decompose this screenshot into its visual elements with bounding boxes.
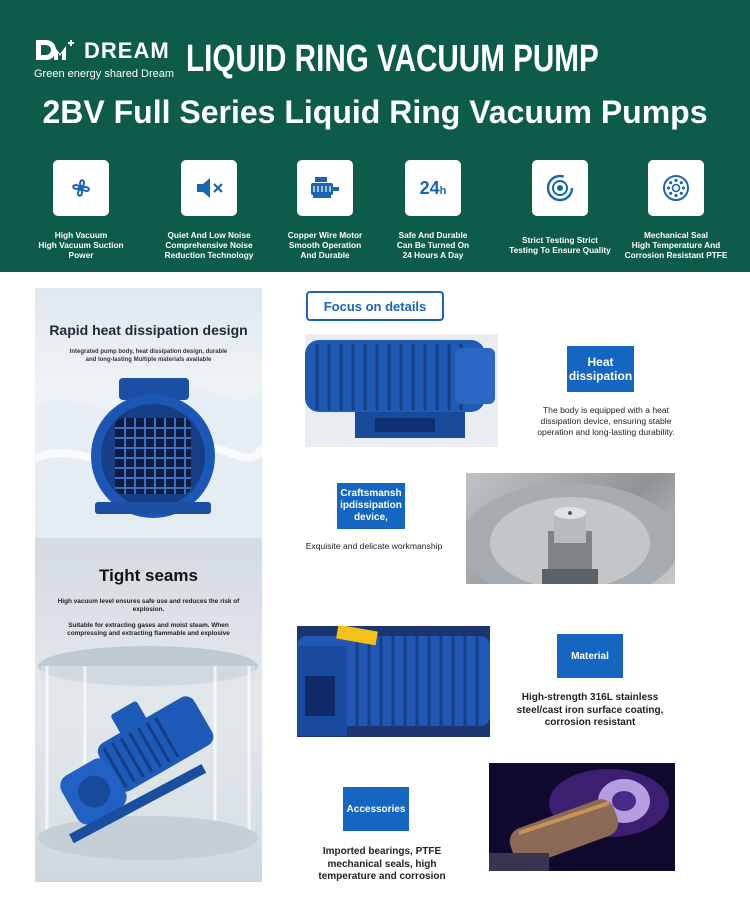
feature-line: High Temperature And (631, 240, 721, 250)
panel-desc-line: High vacuum level ensures safe use and reduces the risk of (57, 598, 240, 605)
feature-quiet (149, 160, 269, 260)
desc-line: corrosion resistant (544, 717, 636, 728)
bearing-rotor-image (489, 763, 675, 871)
feature-line: Copper Wire Motor (287, 230, 363, 240)
tight-seams-panel (35, 538, 262, 882)
pump-in-chamber-image (35, 538, 262, 882)
feature-line: And Durable (300, 250, 350, 260)
tag-line: dissipation (568, 369, 633, 383)
desc-line: temperature and corrosion (318, 871, 446, 882)
feature-icon-box (405, 160, 461, 216)
feature-line: Quiet And Low Noise (167, 230, 251, 240)
panel-title: Rapid heat dissipation design (49, 322, 248, 338)
desc-line: The body is equipped with a heat (542, 405, 670, 415)
material-tag: Material (557, 634, 623, 678)
feature-icon-box (532, 160, 588, 216)
24h-icon-unit: h (439, 184, 447, 197)
panel-desc-line: compressing and extracting flammable and explosive (67, 630, 230, 637)
page-subtitle: 2BV Full Series Liquid Ring Vacuum Pumps (42, 94, 708, 130)
motor-heat-fins-photo (305, 334, 498, 447)
feature-line: Testing To Ensure Quality (509, 245, 611, 255)
accessories-description (300, 846, 464, 884)
speaker-mute-icon (194, 175, 224, 201)
feature-icon-box (53, 160, 109, 216)
desc-line: operation and long-lasting durability. (537, 427, 675, 437)
tag-line: device, (354, 512, 388, 523)
panel-desc-line: and long-lasting Multiple materials available (85, 357, 212, 363)
desc-line: steel/cast iron surface coating, (516, 704, 664, 716)
heat-dissipation-description (526, 405, 686, 438)
accessories-tag: Accessories (343, 787, 409, 831)
craftsmanship-tag (337, 483, 405, 529)
feature-high-vacuum (21, 160, 141, 260)
feature-line: Safe And Durable (398, 230, 468, 240)
motor-heat-fins-image (305, 334, 498, 447)
feature-line: Can Be Turned On (396, 240, 470, 250)
feature-strict-testing (500, 160, 620, 255)
pump-shaft-image (466, 473, 675, 584)
bearing-rotor-photo (489, 763, 675, 871)
page-title: LIQUID RING VACUUM PUMP (186, 38, 599, 80)
feature-24h (373, 160, 493, 260)
heat-dissipation-panel (35, 288, 262, 538)
brand-slogan: Green energy shared Dream (34, 68, 175, 80)
craftsmanship-description: Exquisite and delicate workmanship (305, 541, 443, 551)
feature-line: Power (68, 250, 94, 260)
feature-line: Strict Testing Strict (522, 235, 598, 245)
feature-line: High Vacuum (54, 230, 108, 240)
focus-on-details-label: Focus on details (306, 291, 444, 321)
feature-line: Comprehensive Noise (165, 240, 253, 250)
feature-icon-box (181, 160, 237, 216)
desc-line: mechanical seals, high (327, 858, 437, 870)
panel-desc-line: Integrated pump body, heat dissipation design, durable (69, 349, 228, 355)
motor-nameplate-photo (297, 626, 490, 737)
panel-title: Tight seams (99, 566, 198, 585)
motor-fan-cover-image (35, 288, 262, 538)
material-description (508, 692, 672, 730)
feature-mechanical-seal (616, 160, 736, 260)
feature-line: Corrosion Resistant PTFE (624, 250, 728, 260)
motor-nameplate-image (297, 626, 490, 737)
header-banner (0, 0, 750, 272)
feature-line: Mechanical Seal (643, 230, 709, 240)
feature-list (0, 160, 750, 270)
heat-dissipation-tag (567, 346, 634, 392)
tag-line: Craftsmansh (340, 488, 402, 499)
24h-icon (420, 178, 447, 199)
feature-line: 24 Hours A Day (402, 250, 464, 260)
target-icon (545, 173, 575, 203)
feature-icon-box (648, 160, 704, 216)
feature-copper-motor (265, 160, 385, 260)
tag-line: ipdissipation (340, 500, 402, 511)
panel-desc-line: explosion. (132, 606, 165, 613)
brand-name: DREAM (84, 38, 170, 63)
logo-mark-icon (34, 36, 80, 66)
desc-line: dissipation device, ensuring stable (540, 416, 672, 426)
feature-line: High Vacuum Suction (38, 240, 124, 250)
feature-line: Reduction Technology (164, 250, 254, 260)
motor-icon (309, 175, 341, 201)
feature-line: Smooth Operation (288, 240, 362, 250)
pump-shaft-photo (466, 473, 675, 584)
desc-line: High-strength 316L stainless (521, 692, 659, 703)
tag-line: Heat (587, 355, 614, 369)
desc-line: Imported bearings, PTFE (322, 846, 442, 857)
24h-icon-number: 24 (419, 177, 440, 198)
panel-desc-line: Suitable for extracting gases and moist steam. When (68, 622, 229, 629)
fan-icon (67, 174, 95, 202)
feature-icon-box (297, 160, 353, 216)
seal-icon (661, 173, 691, 203)
